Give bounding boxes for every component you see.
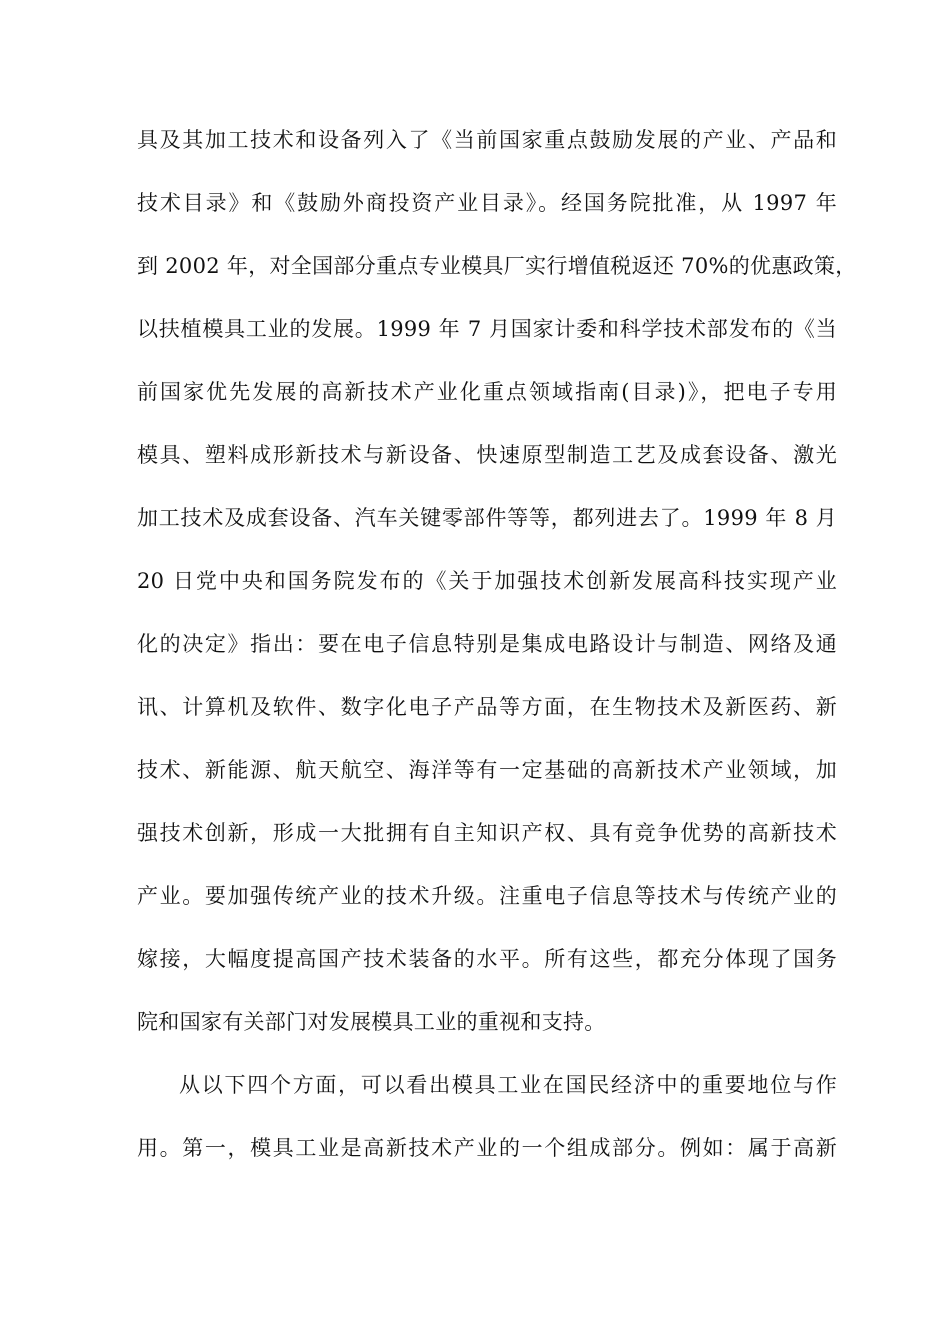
- text-line: 院和国家有关部门对发展模具工业的重视和支持。: [137, 1010, 606, 1034]
- text-line: 到 2002 年，对全国部分重点专业模具厂实行增值税返还 70%的优惠政策，: [137, 254, 857, 278]
- text-line: 技术、新能源、航天航空、海洋等有一定基础的高新技术产业领域，加: [137, 758, 837, 782]
- text-line: 化的决定》指出：要在电子信息特别是集成电路设计与制造、网络及通: [137, 632, 837, 656]
- text-line: 技术目录》和《鼓励外商投资产业目录》。经国务院批准，从 1997 年: [137, 191, 837, 215]
- text-line: 模具、塑料成形新技术与新设备、快速原型制造工艺及成套设备、激光: [137, 443, 837, 467]
- paragraph-2: [137, 1066, 837, 1168]
- text-line: 用。第一，模具工业是高新技术产业的一个组成部分。例如：属于高新: [137, 1136, 837, 1160]
- paragraph-1: [137, 121, 857, 1042]
- text-line: 从以下四个方面，可以看出模具工业在国民经济中的重要地位与作: [179, 1073, 837, 1097]
- text-line: 以扶植模具工业的发展。1999 年 7 月国家计委和科学技术部发布的《当: [137, 317, 837, 341]
- text-line: 强技术创新，形成一大批拥有自主知识产权、具有竞争优势的高新技术: [137, 821, 837, 845]
- text-line: 加工技术及成套设备、汽车关键零部件等等，都列进去了。1999 年 8 月: [137, 506, 837, 530]
- document-body: [137, 121, 857, 1192]
- text-line: 20 日党中央和国务院发布的《关于加强技术创新发展高科技实现产业: [137, 569, 837, 593]
- text-line: 产业。要加强传统产业的技术升级。注重电子信息等技术与传统产业的: [137, 884, 837, 908]
- text-line: 讯、计算机及软件、数字化电子产品等方面，在生物技术及新医药、新: [137, 695, 837, 719]
- text-line: 具及其加工技术和设备列入了《当前国家重点鼓励发展的产业、产品和: [137, 128, 837, 152]
- text-line: 前国家优先发展的高新技术产业化重点领域指南(目录)》，把电子专用: [137, 380, 837, 404]
- text-line: 嫁接，大幅度提高国产技术装备的水平。所有这些，都充分体现了国务: [137, 947, 837, 971]
